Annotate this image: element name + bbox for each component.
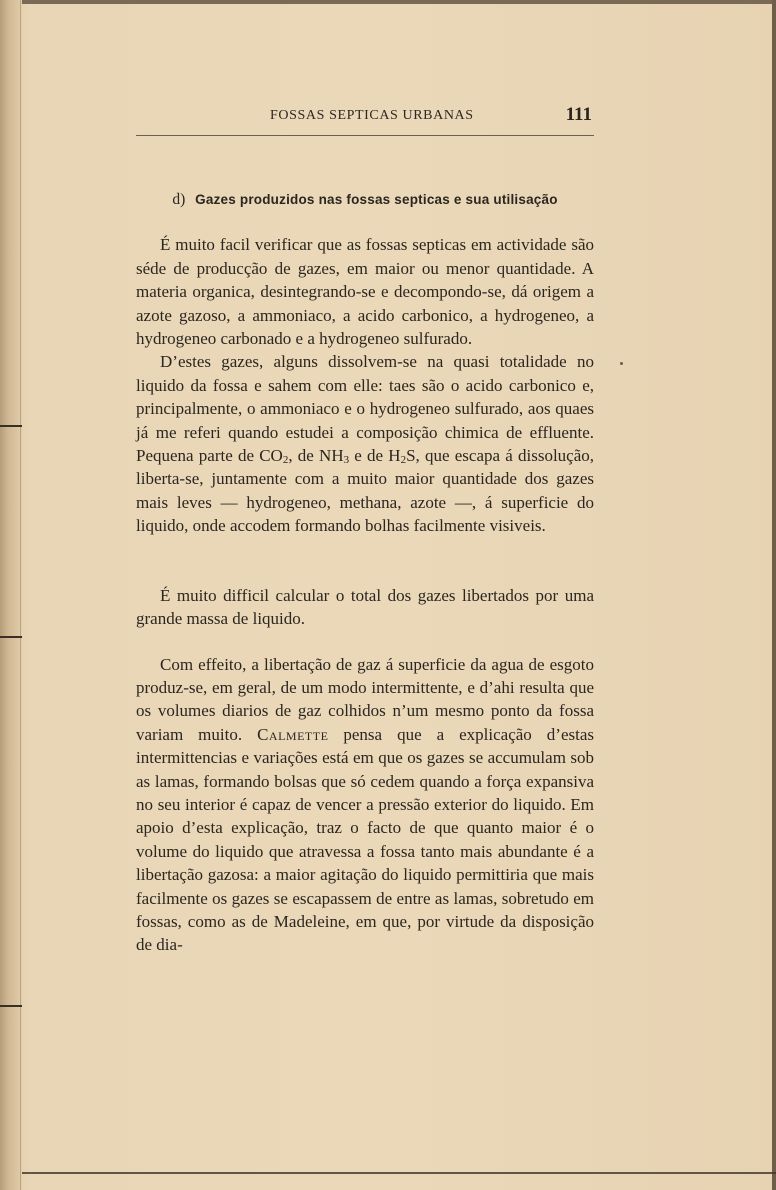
paragraph-gap <box>136 538 594 584</box>
paragraph-4-text-b: pensa que a explicação d’estas intermittencias e variações está em que os gazes se accumulam sob as lamas, formando bolsas que só cedem quando a força expansiva no seu interior é capaz de vencer a pressão exterior do liquido. Em apoio d’esta explicação, traz o facto de que quanto maior é o volume do liquido que atravessa a fossa tanto mais abundante é a libertação gazosa: a maior agitação do liquido permittiria que mais facilmente os gazes se escapassem de entre as lamas, sobretudo em fossas, como as de Madeleine, em que, por virtude da disposição de dia- <box>136 724 594 955</box>
subscript: 3 <box>343 454 350 467</box>
binding-line <box>20 0 21 1190</box>
page-body <box>136 188 594 957</box>
binding-thread-mark <box>0 1005 22 1007</box>
paragraph-2-text-d: S, que escapa á dissolução, liberta-se, juntamente com a muito maior quantidade dos gazes mais leves — hydrogeneo, methana, azote —, á superficie do liquido, onde accodem formando bolhas facilmente visiveis. <box>136 446 595 536</box>
subscript: 2 <box>282 454 289 467</box>
page-right-edge <box>772 0 776 1190</box>
subscript: 2 <box>400 454 407 467</box>
paragraph-3: É muito difficil calcular o total dos gazes libertados por uma grande massa de liquido. <box>136 585 594 629</box>
page-number: 111 <box>565 104 592 125</box>
paragraph-2 <box>136 350 594 537</box>
page-bottom-edge <box>22 1172 776 1174</box>
binding-edge <box>0 0 22 1190</box>
section-label: d) <box>172 191 186 208</box>
page-top-edge <box>0 0 776 4</box>
paragraph-4-text-a: Com effeito, a libertação de gaz á superficie da agua de esgoto produz-se, em geral, de um modo intermittente, e d’ahi resulta que os volumes diarios de gaz colhidos n’um mesmo ponto da fossa variam muito. <box>136 654 594 744</box>
paragraph-gap <box>136 631 594 653</box>
author-name: Calmette <box>257 724 329 744</box>
paragraph-1: É muito facil verificar que as fossas septicas em actividade são séde de producção de gazes, em maior ou menor quantidade. A materia organica, desintegrando-se e decompondo-se, dá origem a azote gazoso, a ammoniaco, a acido carbonico, a hydrogeneo, a hydrogeneo carbonado e a hydrogeneo sulfurado. <box>136 235 594 349</box>
running-head <box>136 100 594 130</box>
running-head-title: FOSSAS SEPTICAS URBANAS <box>270 108 474 123</box>
paragraph-2-text-c: e de H <box>349 446 401 466</box>
paragraph-2-text-a: D’estes gazes, alguns dissolvem-se na quasi totalidade no liquido da fossa e sahem com elle: taes são o acido carbonico e, principalmente, o ammoniaco e o hydrogeneo sulfurado, aos quaes já me referi quando estudei a composição chimica de effluente. Pequena parte de CO <box>136 352 594 466</box>
section-heading <box>136 188 594 211</box>
header-rule <box>136 135 594 136</box>
section-title: Gazes produzidos nas fossas septicas e sua utilisação <box>195 192 558 207</box>
paragraph-4 <box>136 653 594 957</box>
binding-thread-mark <box>0 425 22 427</box>
paper-speck <box>620 362 623 365</box>
paragraph-2-text-b: , de NH <box>288 446 344 466</box>
binding-thread-mark <box>0 636 22 638</box>
